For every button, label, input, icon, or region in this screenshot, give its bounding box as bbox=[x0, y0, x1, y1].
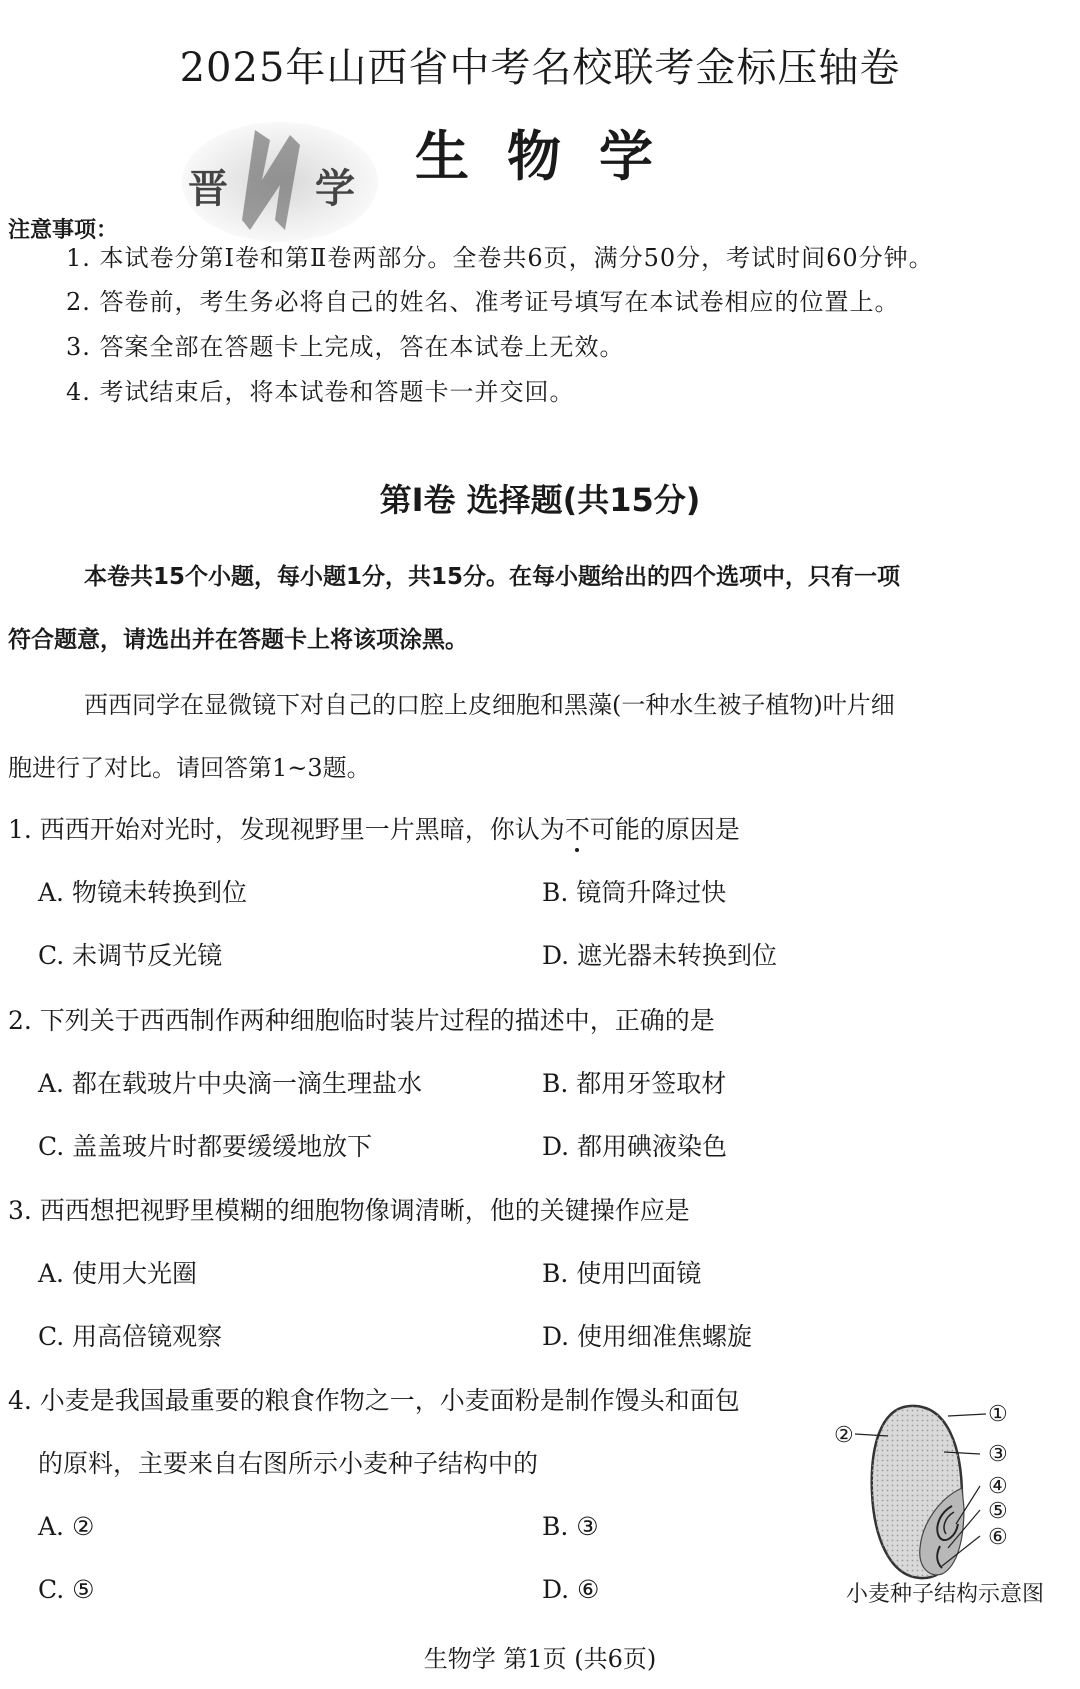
question-4-option-c: C. ⑤ bbox=[38, 1575, 95, 1604]
question-4-option-a: A. ② bbox=[38, 1512, 95, 1541]
question-2-option-a: A. 都在载玻片中央滴一滴生理盐水 bbox=[38, 1069, 422, 1098]
question-4-option-d: D. ⑥ bbox=[542, 1575, 600, 1604]
svg-text:学: 学 bbox=[315, 166, 355, 212]
question-4-stem: 4. 小麦是我国最重要的粮食作物之一，小麦面粉是制作馒头和面包 bbox=[8, 1386, 740, 1415]
exam-title: 2025年山西省中考名校联考金标压轴卷 bbox=[179, 45, 901, 91]
subject-title: 生物学 bbox=[415, 125, 691, 188]
question-2-option-d: D. 都用碘液染色 bbox=[542, 1132, 728, 1161]
context-paragraph: 西西同学在显微镜下对自己的口腔上皮细胞和黑藻(一种水生被子植物)叶片细 bbox=[84, 691, 895, 719]
notice-item: 4. 考试结束后，将本试卷和答题卡一并交回。 bbox=[66, 378, 575, 406]
notice-item: 3. 答案全部在答题卡上完成，答在本试卷上无效。 bbox=[66, 333, 625, 361]
question-2-stem: 2. 下列关于西西制作两种细胞临时装片过程的描述中，正确的是 bbox=[8, 1006, 715, 1035]
logo bbox=[180, 120, 380, 245]
question-1-stem: 1. 西西开始对光时，发现视野里一片黑暗，你认为不可能的原因是 bbox=[8, 815, 740, 844]
notice-item: 1. 本试卷分第Ⅰ卷和第Ⅱ卷两部分。全卷共6页，满分50分，考试时间60分钟。 bbox=[66, 244, 934, 272]
context-paragraph: 胞进行了对比。请回答第1~3题。 bbox=[8, 754, 371, 782]
question-3-option-c: C. 用高倍镜观察 bbox=[38, 1322, 223, 1351]
figure-label: ⑥ bbox=[988, 1525, 1008, 1550]
notice-heading: 注意事项： bbox=[8, 218, 119, 243]
question-3-stem: 3. 西西想把视野里模糊的细胞物像调清晰，他的关键操作应是 bbox=[8, 1196, 690, 1225]
question-1-option-d: D. 遮光器未转换到位 bbox=[542, 941, 778, 970]
question-2-option-c: C. 盖盖玻片时都要缓缓地放下 bbox=[38, 1132, 373, 1161]
question-3-option-b: B. 使用凹面镜 bbox=[542, 1259, 702, 1288]
section-title: 第Ⅰ卷 选择题(共15分) bbox=[379, 481, 701, 519]
figure-label: ① bbox=[988, 1402, 1008, 1427]
notice-item: 2. 答卷前，考生务必将自己的姓名、准考证号填写在本试卷相应的位置上。 bbox=[66, 288, 900, 316]
question-1-option-a: A. 物镜未转换到位 bbox=[38, 878, 247, 907]
question-4-option-b: B. ③ bbox=[542, 1512, 599, 1541]
question-1-option-b: B. 镜筒升降过快 bbox=[542, 878, 727, 907]
wheat-seed-diagram bbox=[834, 1398, 1060, 1588]
figure-label: ⑤ bbox=[988, 1499, 1008, 1524]
question-3-option-d: D. 使用细准焦螺旋 bbox=[542, 1322, 753, 1351]
figure-caption: 小麦种子结构示意图 bbox=[845, 1582, 1044, 1607]
figure-label: ② bbox=[834, 1423, 854, 1448]
question-3-option-a: A. 使用大光圈 bbox=[38, 1259, 197, 1288]
section-instruction: 本卷共15个小题，每小题1分，共15分。在每小题给出的四个选项中，只有一项 bbox=[84, 564, 901, 590]
question-1-option-c: C. 未调节反光镜 bbox=[38, 941, 223, 970]
figure-label: ④ bbox=[988, 1474, 1008, 1499]
page-footer: 生物学 第1页 (共6页) bbox=[423, 1645, 657, 1673]
emphasis-mark: 不 bbox=[564, 815, 590, 844]
section-instruction: 符合题意，请选出并在答题卡上将该项涂黑。 bbox=[8, 627, 468, 653]
logo-text: 晋 bbox=[188, 166, 228, 212]
question-4-stem: 的原料，主要来自右图所示小麦种子结构中的 bbox=[38, 1449, 539, 1478]
question-2-option-b: B. 都用牙签取材 bbox=[542, 1069, 727, 1098]
figure-label: ③ bbox=[988, 1442, 1008, 1467]
